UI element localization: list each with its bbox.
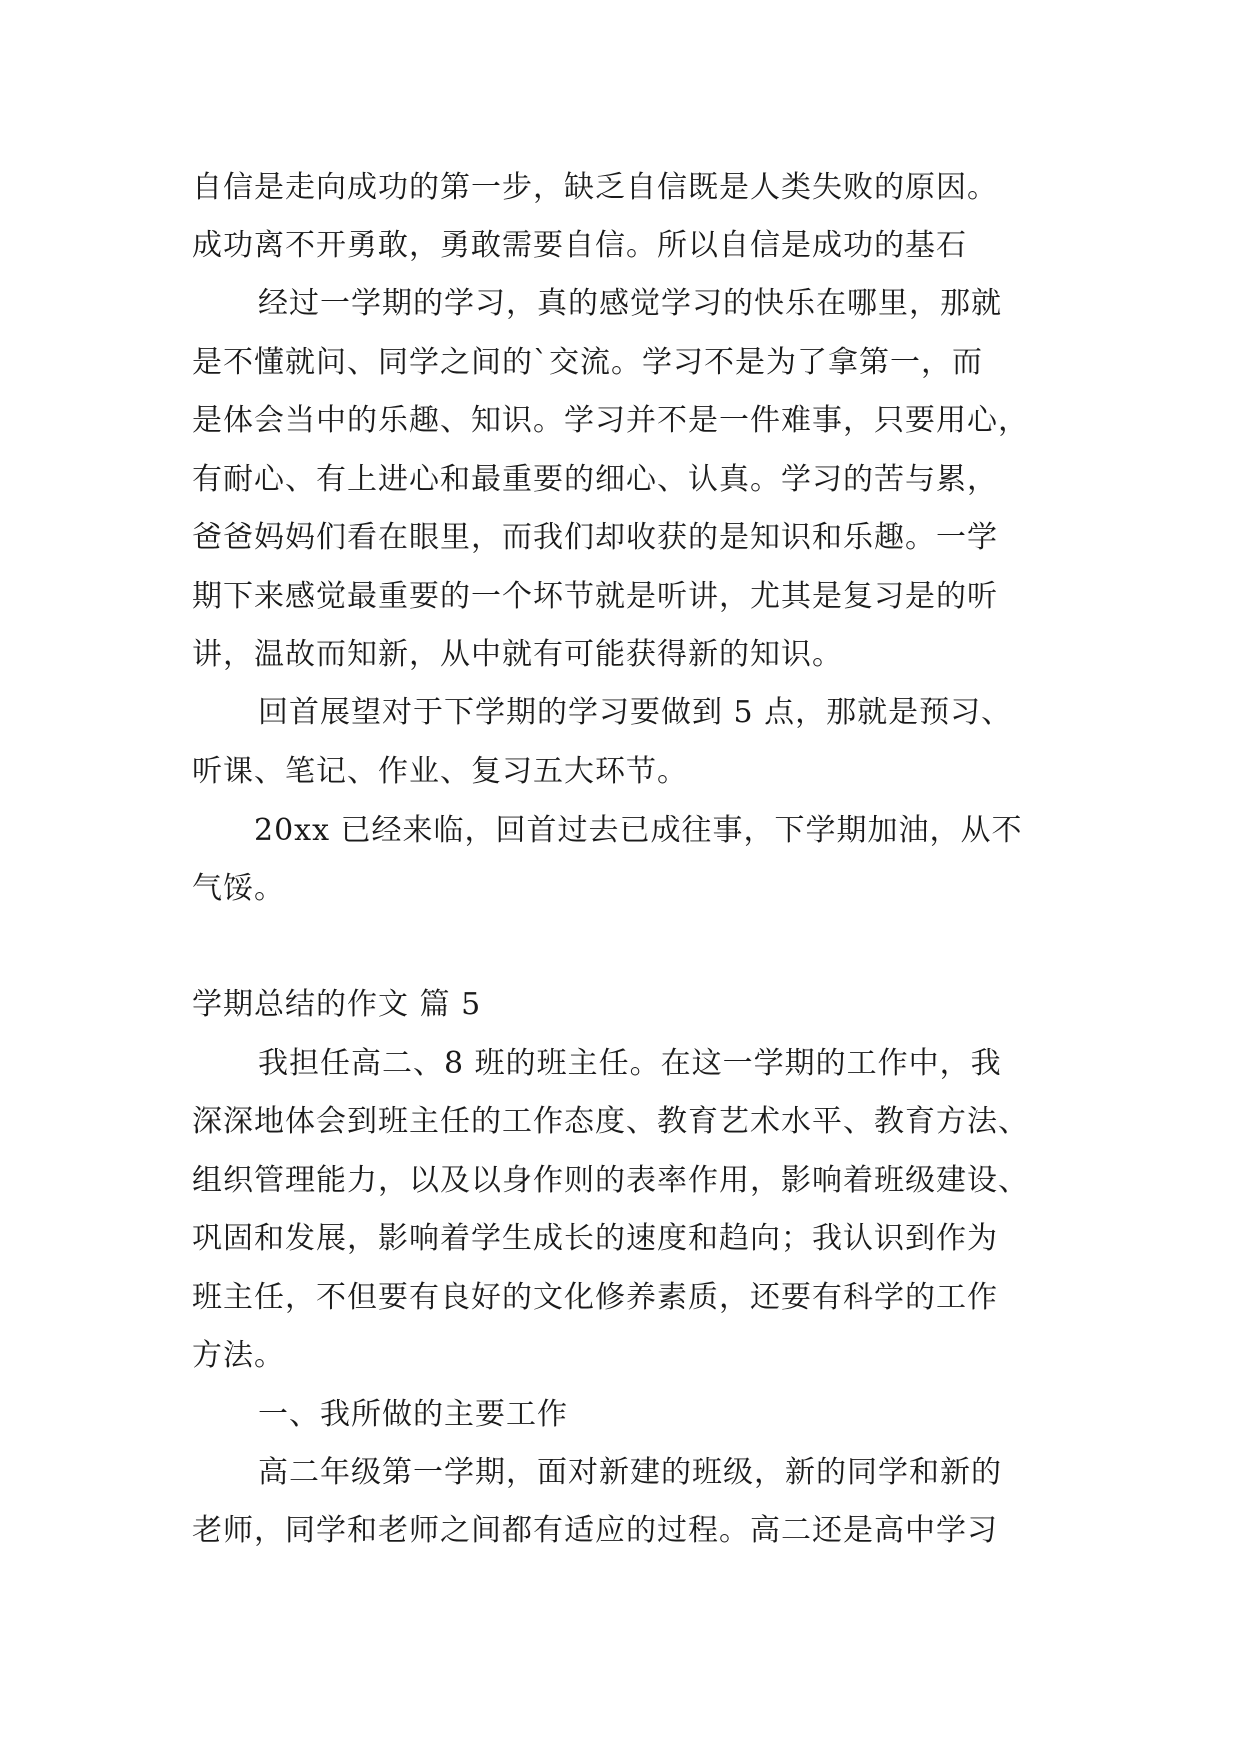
paragraph-line: 爸爸妈妈们看在眼里，而我们却收获的是知识和乐趣。一学 [192, 520, 998, 555]
paragraph-line: 我担任高二、8 班的班主任。在这一学期的工作中，我 [258, 1046, 1002, 1081]
paragraph-line: 自信是走向成功的第一步，缺乏自信既是人类失败的原因。 [192, 170, 998, 205]
paragraph-line: 成功离不开勇敢，勇敢需要自信。所以自信是成功的基石 [192, 228, 967, 263]
paragraph-line: 经过一学期的学习，真的感觉学习的快乐在哪里，那就 [258, 286, 1002, 321]
paragraph-line: 高二年级第一学期，面对新建的班级，新的同学和新的 [258, 1455, 1002, 1490]
paragraph-line: 深深地体会到班主任的工作态度、教育艺术水平、教育方法、 [192, 1104, 1029, 1139]
paragraph-line: 是体会当中的乐趣、知识。学习并不是一件难事，只要用心， [192, 403, 1029, 438]
paragraph-line: 老师，同学和老师之间都有适应的过程。高二还是高中学习 [192, 1513, 998, 1548]
paragraph-line: 班主任，不但要有良好的文化修养素质，还要有科学的工作 [192, 1280, 998, 1315]
paragraph-line: 20xx 已经来临，回首过去已成往事，下学期加油，从不 [254, 813, 1023, 848]
section-heading: 学期总结的作文 篇 5 [192, 987, 482, 1022]
paragraph-line: 是不懂就问、同学之间的`交流。学习不是为了拿第一，而 [192, 345, 983, 380]
paragraph-line: 方法。 [192, 1338, 285, 1373]
paragraph-line: 听课、笔记、作业、复习五大环节。 [192, 754, 688, 789]
paragraph-line: 巩固和发展，影响着学生成长的速度和趋向；我认识到作为 [192, 1221, 998, 1256]
paragraph-line: 有耐心、有上进心和最重要的细心、认真。学习的苦与累， [192, 462, 998, 497]
paragraph-line: 讲，温故而知新，从中就有可能获得新的知识。 [192, 637, 843, 672]
paragraph-line: 组织管理能力，以及以身作则的表率作用，影响着班级建设、 [192, 1163, 1029, 1198]
paragraph-line: 回首展望对于下学期的学习要做到 5 点，那就是预习、 [258, 695, 1013, 730]
subsection-heading: 一、我所做的主要工作 [258, 1397, 568, 1432]
paragraph-line: 气馁。 [192, 871, 285, 906]
paragraph-line: 期下来感觉最重要的一个坏节就是听讲，尤其是复习是的听 [192, 579, 998, 614]
